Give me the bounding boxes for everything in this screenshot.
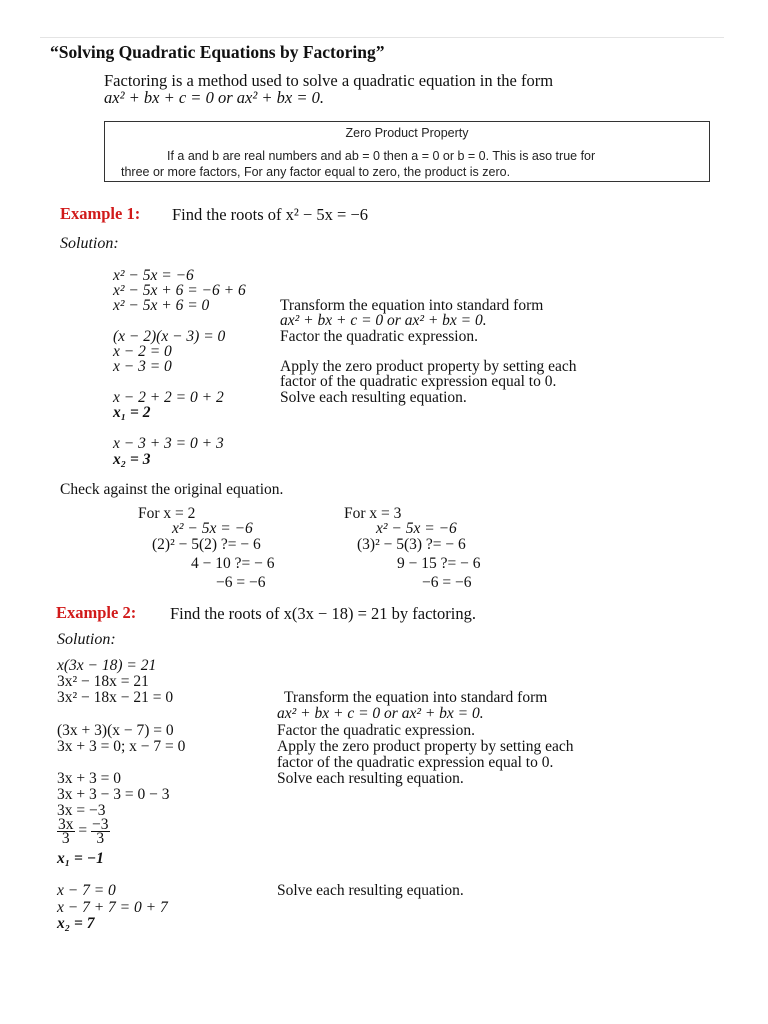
fraction-equals: = bbox=[78, 822, 88, 840]
fraction-right-denominator: 3 bbox=[96, 830, 105, 847]
ex1-note-5: factor of the quadratic expression equal to 0. bbox=[280, 373, 557, 390]
ex2-fraction-step bbox=[57, 818, 110, 845]
example-2-question: Find the roots of x(3x − 18) = 21 by factoring. bbox=[170, 604, 476, 623]
top-rule bbox=[40, 37, 724, 38]
ex1-root-1: x₁ = 2 bbox=[113, 404, 151, 421]
ex2-root-2: x₂ = 7 bbox=[57, 915, 95, 932]
check-left-2: x² − 5x = −6 bbox=[172, 520, 253, 537]
ex2-step-7: 3x + 3 − 3 = 0 − 3 bbox=[57, 786, 170, 803]
example-2-label: Example 2: bbox=[56, 603, 137, 622]
intro-line-2: ax² + bx + c = 0 or ax² + bx = 0. bbox=[104, 88, 324, 107]
ex1-note-1: Transform the equation into standard form bbox=[280, 297, 544, 314]
ex2-step-1: x(3x − 18) = 21 bbox=[57, 657, 157, 674]
ex1-step-6: x − 3 = 0 bbox=[113, 358, 172, 375]
zero-product-line-2: three or more factors, For any factor equal to zero, the product is zero. bbox=[121, 165, 511, 179]
zero-product-box bbox=[104, 121, 710, 182]
zero-product-line-1: If a and b are real numbers and ab = 0 then a = 0 or b = 0. This is aso true for bbox=[167, 149, 596, 163]
check-right-2: x² − 5x = −6 bbox=[376, 520, 457, 537]
ex2-step-9: x − 7 = 0 bbox=[57, 882, 116, 899]
check-left-4: 4 − 10 ?= − 6 bbox=[191, 555, 275, 572]
fraction-left-numerator: 3x bbox=[58, 816, 74, 833]
page-title: “Solving Quadratic Equations by Factoring” bbox=[50, 42, 385, 62]
ex2-note-4: Apply the zero product property by setting each bbox=[277, 738, 574, 755]
ex1-step-3: x² − 5x + 6 = 0 bbox=[113, 297, 210, 314]
check-right-3: (3)² − 5(3) ?= − 6 bbox=[357, 536, 466, 553]
ex2-root-1: x₁ = −1 bbox=[57, 850, 104, 867]
ex2-note-5: factor of the quadratic expression equal to 0. bbox=[277, 754, 554, 771]
example-1-label: Example 1: bbox=[60, 204, 141, 223]
check-left-1: For x = 2 bbox=[138, 505, 196, 522]
check-label: Check against the original equation. bbox=[60, 481, 284, 498]
check-right-4: 9 − 15 ?= − 6 bbox=[397, 555, 481, 572]
ex2-note-7: Solve each resulting equation. bbox=[277, 882, 464, 899]
fraction-left bbox=[57, 818, 75, 845]
ex2-step-6: 3x + 3 = 0 bbox=[57, 770, 121, 787]
ex1-step-4: (x − 2)(x − 3) = 0 bbox=[113, 328, 226, 345]
ex1-root-2: x₂ = 3 bbox=[113, 451, 151, 468]
ex1-step-8: x − 3 + 3 = 0 + 3 bbox=[113, 435, 224, 452]
ex1-note-6: Solve each resulting equation. bbox=[280, 389, 467, 406]
ex2-note-3: Factor the quadratic expression. bbox=[277, 722, 475, 739]
example-1-solution-label: Solution: bbox=[60, 235, 119, 252]
ex2-step-10: x − 7 + 7 = 0 + 7 bbox=[57, 899, 168, 916]
ex2-step-2: 3x² − 18x = 21 bbox=[57, 673, 149, 690]
intro-line-1: Factoring is a method used to solve a quadratic equation in the form bbox=[104, 71, 554, 90]
ex2-note-2: ax² + bx + c = 0 or ax² + bx = 0. bbox=[277, 705, 484, 722]
fraction-right-numerator: −3 bbox=[92, 816, 109, 833]
ex1-step-5: x − 2 = 0 bbox=[113, 343, 172, 360]
ex2-step-3: 3x² − 18x − 21 = 0 bbox=[57, 689, 174, 706]
ex2-note-1: Transform the equation into standard form bbox=[284, 689, 548, 706]
ex1-note-3: Factor the quadratic expression. bbox=[280, 328, 478, 345]
ex2-step-8: 3x = −3 bbox=[57, 802, 106, 819]
ex2-step-4: (3x + 3)(x − 7) = 0 bbox=[57, 722, 174, 739]
check-right-5: −6 = −6 bbox=[422, 574, 472, 591]
example-2-solution-label: Solution: bbox=[57, 631, 116, 648]
ex2-step-5: 3x + 3 = 0; x − 7 = 0 bbox=[57, 738, 186, 755]
check-right-1: For x = 3 bbox=[344, 505, 402, 522]
check-left-5: −6 = −6 bbox=[216, 574, 266, 591]
ex1-note-4: Apply the zero product property by setting each bbox=[280, 358, 577, 375]
fraction-right bbox=[91, 818, 110, 845]
zero-product-title: Zero Product Property bbox=[345, 126, 469, 140]
ex1-step-7: x − 2 + 2 = 0 + 2 bbox=[113, 389, 224, 406]
ex1-note-2: ax² + bx + c = 0 or ax² + bx = 0. bbox=[280, 312, 487, 329]
fraction-left-denominator: 3 bbox=[61, 830, 70, 847]
check-left-3: (2)² − 5(2) ?= − 6 bbox=[152, 536, 261, 553]
example-1-question: Find the roots of x² − 5x = −6 bbox=[172, 205, 369, 224]
ex1-step-1: x² − 5x = −6 bbox=[113, 267, 194, 284]
ex2-note-6: Solve each resulting equation. bbox=[277, 770, 464, 787]
ex1-step-2: x² − 5x + 6 = −6 + 6 bbox=[113, 282, 246, 299]
